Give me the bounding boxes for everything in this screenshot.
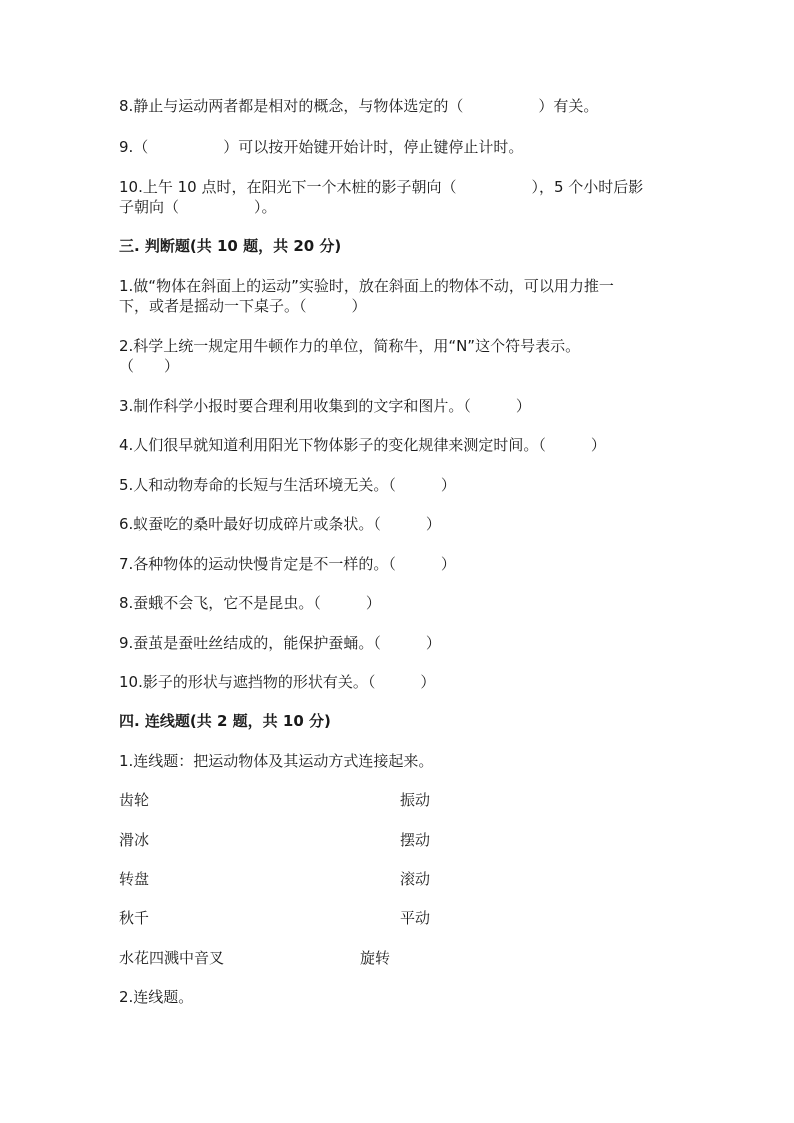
fill-in-q10-line1: 10.上午 10 点时，在阳光下一个木桩的影子朝向（ ），5 个小时后影 bbox=[119, 178, 644, 196]
judge-q3: 3.制作科学小报时要合理利用收集到的文字和图片。（ ） bbox=[119, 397, 531, 415]
judge-q9: 9.蚕茧是蚕吐丝结成的，能保护蚕蛹。（ ） bbox=[119, 634, 441, 652]
match-right-item: 摆动 bbox=[400, 831, 431, 849]
judge-q5: 5.人和动物寿命的长短与生活环境无关。（ ） bbox=[119, 476, 456, 494]
match-left-item: 水花四溅中音叉 bbox=[119, 949, 225, 967]
fill-in-q9: 9.（ ）可以按开始键开始计时，停止键停止计时。 bbox=[119, 138, 524, 156]
judge-q2-line2: （ ） bbox=[119, 357, 180, 375]
match-right-item: 振动 bbox=[400, 791, 431, 809]
section4-heading: 四. 连线题(共 2 题，共 10 分) bbox=[119, 712, 331, 730]
section3-heading: 三. 判断题(共 10 题，共 20 分) bbox=[119, 237, 342, 255]
match-right-item: 旋转 bbox=[360, 949, 391, 967]
match-q2: 2.连线题。 bbox=[119, 988, 194, 1006]
judge-q1-line1: 1.做“物体在斜面上的运动”实验时，放在斜面上的物体不动，可以用力推一 bbox=[119, 277, 614, 295]
match-left-item: 齿轮 bbox=[119, 791, 150, 809]
judge-q4: 4.人们很早就知道利用阳光下物体影子的变化规律来测定时间。（ ） bbox=[119, 436, 606, 454]
match-right-item: 滚动 bbox=[400, 870, 431, 888]
match-left-item: 转盘 bbox=[119, 870, 150, 888]
match-right-item: 平动 bbox=[400, 909, 431, 927]
match-left-item: 秋千 bbox=[119, 909, 150, 927]
fill-in-q8: 8.静止与运动两者都是相对的概念，与物体选定的（ ）有关。 bbox=[119, 97, 599, 115]
match-left-item: 滑冰 bbox=[119, 831, 150, 849]
match-q1: 1.连线题：把运动物体及其运动方式连接起来。 bbox=[119, 752, 434, 770]
judge-q7: 7.各种物体的运动快慢肯定是不一样的。（ ） bbox=[119, 555, 456, 573]
judge-q2-line1: 2.科学上统一规定用牛顿作力的单位，简称牛，用“N”这个符号表示。 bbox=[119, 337, 581, 355]
judge-q1-line2: 下，或者是摇动一下桌子。（ ） bbox=[119, 297, 367, 315]
judge-q10: 10.影子的形状与遮挡物的形状有关。（ ） bbox=[119, 673, 436, 691]
judge-q8: 8.蚕蛾不会飞，它不是昆虫。（ ） bbox=[119, 594, 381, 612]
judge-q6: 6.蚁蚕吃的桑叶最好切成碎片或条状。（ ） bbox=[119, 515, 441, 533]
fill-in-q10-line2: 子朝向（ ）。 bbox=[119, 198, 277, 216]
